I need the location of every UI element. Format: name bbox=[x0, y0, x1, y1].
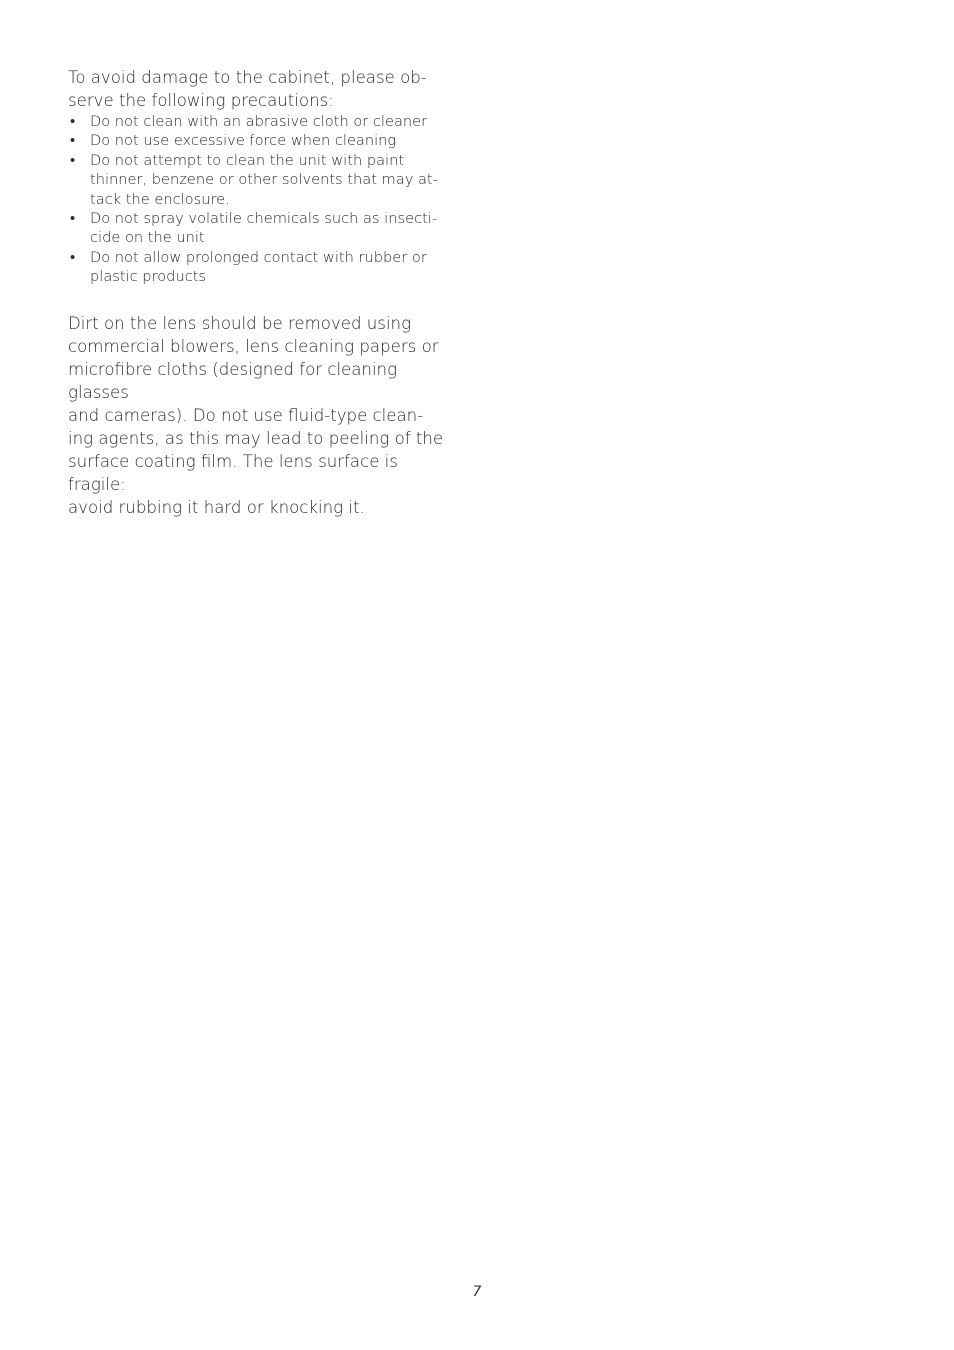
paragraph-line: microfibre cloths (designed for cleaning glasses bbox=[68, 359, 398, 402]
list-item-line: plastic products bbox=[90, 268, 207, 286]
lens-cleaning-paragraph bbox=[68, 312, 458, 519]
paragraph-line: surface coating film. The lens surface is fragile: bbox=[68, 451, 398, 494]
paragraph-line: ing agents, as this may lead to peeling of the bbox=[68, 428, 444, 448]
page-number: 7 bbox=[472, 1284, 482, 1300]
list-item bbox=[68, 209, 458, 248]
list-item bbox=[68, 151, 458, 209]
list-item bbox=[68, 112, 458, 131]
precautions-list bbox=[68, 112, 458, 287]
bullet-icon: • bbox=[70, 210, 76, 228]
list-item-line: Do not clean with an abrasive cloth or cleaner bbox=[90, 113, 428, 130]
paragraph-line: commercial blowers, lens cleaning papers or bbox=[68, 336, 439, 356]
text-column bbox=[68, 66, 458, 519]
paragraph-line: and cameras). Do not use fluid-type clean- bbox=[68, 405, 424, 425]
list-item-line: Do not use excessive force when cleaning bbox=[90, 132, 397, 150]
bullet-icon: • bbox=[70, 113, 76, 130]
paragraph-line: avoid rubbing it hard or knocking it. bbox=[68, 497, 365, 517]
bullet-icon: • bbox=[70, 151, 76, 169]
intro-paragraph bbox=[68, 66, 458, 112]
list-item-line: Do not spray volatile chemicals such as insecti- bbox=[90, 210, 438, 228]
bullet-icon: • bbox=[70, 132, 76, 150]
list-item-line: thinner, benzene or other solvents that may at- bbox=[90, 171, 438, 189]
list-item-line: Do not attempt to clean the unit with paint bbox=[90, 151, 405, 169]
intro-line: To avoid damage to the cabinet, please ob- bbox=[68, 68, 427, 87]
intro-line: serve the following precautions: bbox=[68, 91, 334, 110]
list-item-line: cide on the unit bbox=[90, 229, 205, 247]
bullet-icon: • bbox=[70, 248, 76, 266]
list-item-line: Do not allow prolonged contact with rubber or bbox=[90, 248, 427, 266]
list-item bbox=[68, 131, 458, 150]
list-item-line: tack the enclosure. bbox=[90, 190, 230, 208]
list-item bbox=[68, 248, 458, 287]
paragraph-line: Dirt on the lens should be removed using bbox=[68, 313, 412, 333]
